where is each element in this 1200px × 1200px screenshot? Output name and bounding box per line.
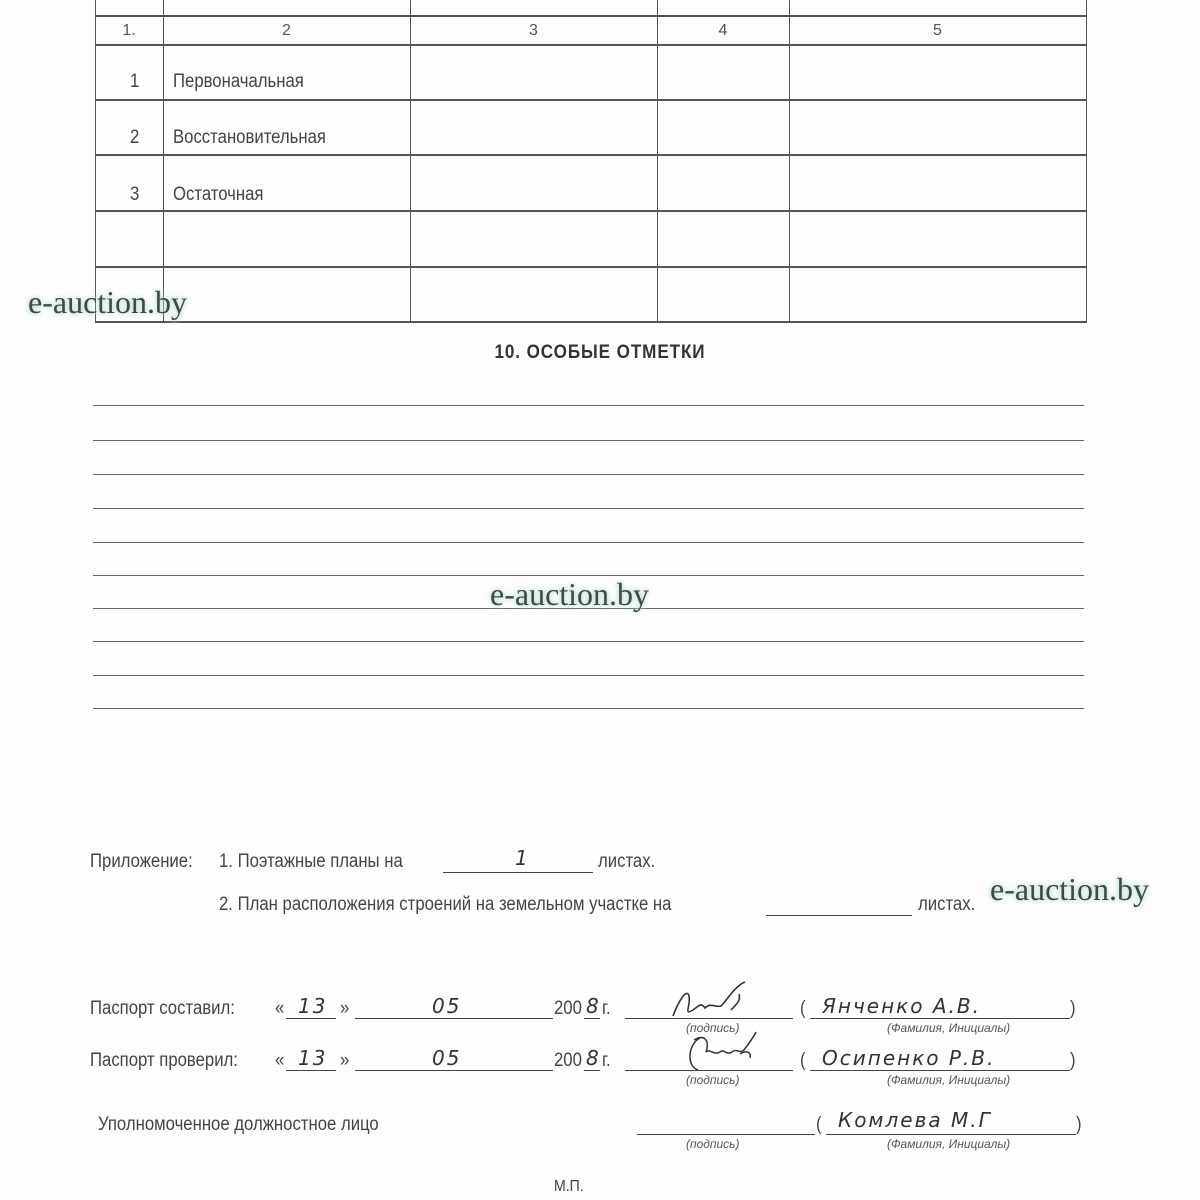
day-value: 13 bbox=[298, 1046, 328, 1070]
month-value: 05 bbox=[432, 994, 462, 1018]
column-number: 5 bbox=[933, 22, 942, 39]
year-suffix: г. bbox=[602, 1050, 611, 1071]
section-title: 10. ОСОБЫЕ ОТМЕТКИ bbox=[494, 342, 706, 363]
year-digit: 8 bbox=[586, 994, 601, 1018]
signature-label: Паспорт проверил: bbox=[90, 1050, 238, 1071]
name-caption: (Фамилия, Инициалы) bbox=[887, 1073, 1011, 1087]
paren: ( bbox=[800, 998, 806, 1019]
year-prefix: 200 bbox=[554, 998, 582, 1019]
quote: » bbox=[340, 1050, 350, 1071]
name-value: Осипенко Р.В. bbox=[822, 1046, 996, 1070]
appendix-label: Приложение: bbox=[90, 851, 193, 872]
row-number: 3 bbox=[130, 184, 140, 205]
signature-label: Паспорт составил: bbox=[90, 998, 235, 1019]
column-number: 2 bbox=[282, 22, 291, 39]
paren: ) bbox=[1070, 998, 1076, 1019]
column-number: 1. bbox=[122, 22, 136, 39]
watermark: e-auction.by bbox=[28, 284, 188, 320]
name-caption: (Фамилия, Инициалы) bbox=[887, 1021, 1011, 1035]
year-suffix: г. bbox=[602, 998, 611, 1019]
signature-label: Уполномоченное должностное лицо bbox=[98, 1114, 379, 1135]
appendix-item1: 1. Поэтажные планы на bbox=[219, 851, 403, 872]
watermark: e-auction.by bbox=[990, 871, 1150, 907]
month-value: 05 bbox=[432, 1046, 462, 1070]
row-label: Восстановительная bbox=[173, 127, 326, 148]
year-prefix: 200 bbox=[554, 1050, 582, 1071]
signature-caption: (подпись) bbox=[686, 1137, 740, 1151]
stamp-place: М.П. bbox=[554, 1178, 584, 1195]
quote: « bbox=[275, 998, 285, 1019]
name-value: Янченко А.В. bbox=[822, 994, 981, 1018]
appendix-item2-suffix: листах. bbox=[918, 894, 976, 915]
watermark: e-auction.by bbox=[490, 576, 650, 612]
day-value: 13 bbox=[298, 994, 328, 1018]
paren: ( bbox=[816, 1114, 822, 1135]
paren: ) bbox=[1070, 1050, 1076, 1071]
column-number: 3 bbox=[529, 22, 538, 39]
quote: « bbox=[275, 1050, 285, 1071]
signature-caption: (подпись) bbox=[686, 1073, 740, 1087]
name-value: Комлева М.Г bbox=[838, 1108, 992, 1132]
appendix-item1-suffix: листах. bbox=[598, 851, 656, 872]
row-number: 1 bbox=[130, 71, 140, 92]
year-digit: 8 bbox=[586, 1046, 601, 1070]
row-label: Первоначальная bbox=[173, 71, 304, 92]
handwritten-signature bbox=[680, 1030, 770, 1074]
paren: ( bbox=[800, 1050, 806, 1071]
column-number: 4 bbox=[718, 22, 728, 39]
row-label: Остаточная bbox=[173, 184, 264, 205]
quote: » bbox=[340, 998, 350, 1019]
signature-caption: (подпись) bbox=[686, 1021, 740, 1035]
paren: ) bbox=[1076, 1114, 1082, 1135]
name-caption: (Фамилия, Инициалы) bbox=[887, 1137, 1011, 1151]
appendix-item2: 2. План расположения строений на земельном участке на bbox=[219, 894, 672, 915]
handwritten-signature bbox=[665, 980, 765, 1020]
row-number: 2 bbox=[130, 127, 140, 148]
appendix-item1-value: 1 bbox=[515, 846, 530, 870]
